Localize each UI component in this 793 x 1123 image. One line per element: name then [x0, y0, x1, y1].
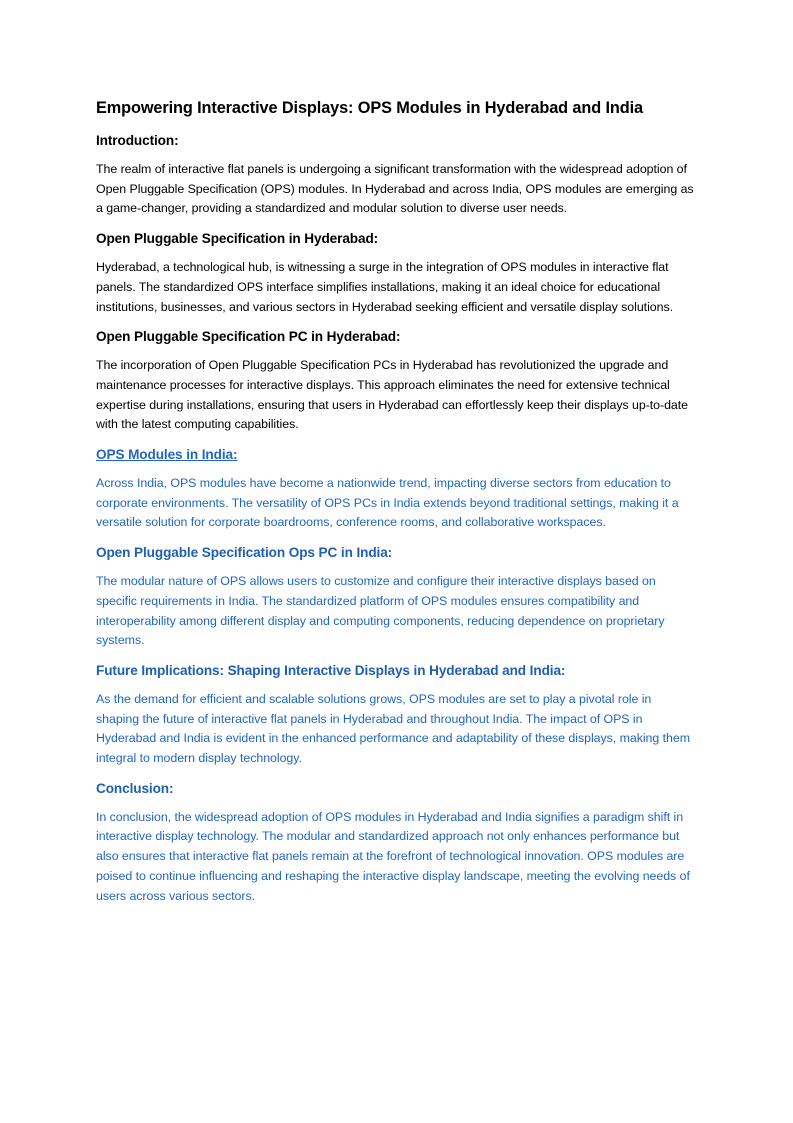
- section-heading-ops-hyderabad: Open Pluggable Specification in Hyderabad:: [96, 231, 379, 247]
- document-page: [96, 97, 696, 916]
- section-heading-conclusion: Conclusion:: [96, 780, 174, 796]
- section-body-ops-pc-hyderabad: The incorporation of Open Pluggable Specification PCs in Hyderabad has revolutionized the upgrade and maintenance processes for interactive displays. This approach eliminates the need for extensive technical expertise during installations, ensuring that users in Hyderabad can effortlessly keep their displays up-to-date with the latest computing capabilities.: [96, 358, 689, 432]
- section-heading-future-implications: Future Implications: Shaping Interactive Displays in Hyderabad and India:: [96, 662, 566, 678]
- section-body-ops-pc-india: The modular nature of OPS allows users to customize and configure their interactive displays based on specific requirements in India. The standardized platform of OPS modules ensures compatibility and interoperability among different display and computing components, reducing dependence on proprietary systems.: [96, 574, 665, 648]
- section-body-conclusion: In conclusion, the widespread adoption of OPS modules in Hyderabad and India signifies a paradigm shift in interactive display technology. The modular and standardized approach not only enhances performance but also ensures that interactive flat panels remain at the forefront of technological innovation. OPS modules are poised to continue influencing and reshaping the interactive display landscape, meeting the evolving needs of users across various sectors.: [96, 809, 690, 903]
- document-title: Empowering Interactive Displays: OPS Modules in Hyderabad and India: [96, 99, 643, 117]
- section-heading-introduction: Introduction:: [96, 133, 179, 148]
- section-body-ops-hyderabad: Hyderabad, a technological hub, is witnessing a surge in the integration of OPS modules in interactive flat panels. The standardized OPS interface simplifies installations, making it an ideal choice for educational institutions, businesses, and various sectors in Hyderabad seeking efficient and versatile display solutions.: [96, 260, 674, 314]
- section-heading-ops-pc-hyderabad: Open Pluggable Specification PC in Hyderabad:: [96, 329, 401, 345]
- section-body-ops-modules-india: Across India, OPS modules have become a nationwide trend, impacting diverse sectors from education to corporate environments. The versatility of OPS PCs in India extends beyond traditional settings, making it a versatile solution for corporate boardrooms, conference rooms, and collaborative workspaces.: [96, 476, 679, 530]
- section-heading-ops-pc-india: Open Pluggable Specification Ops PC in India:: [96, 545, 393, 561]
- section-body-introduction: The realm of interactive flat panels is undergoing a significant transformation with the widespread adoption of Open Pluggable Specification (OPS) modules. In Hyderabad and across India, OPS modules are emerging as a game-changer, providing a standardized and modular solution to diverse user needs.: [96, 162, 694, 216]
- section-body-future-implications: As the demand for efficient and scalable solutions grows, OPS modules are set to play a pivotal role in shaping the future of interactive flat panels in Hyderabad and throughout India. The impact of OPS in Hyderabad and India is evident in the enhanced performance and adaptability of these displays, making them integral to modern display technology.: [96, 691, 690, 766]
- ops-modules-india-link[interactable]: OPS Modules in India:: [96, 447, 238, 463]
